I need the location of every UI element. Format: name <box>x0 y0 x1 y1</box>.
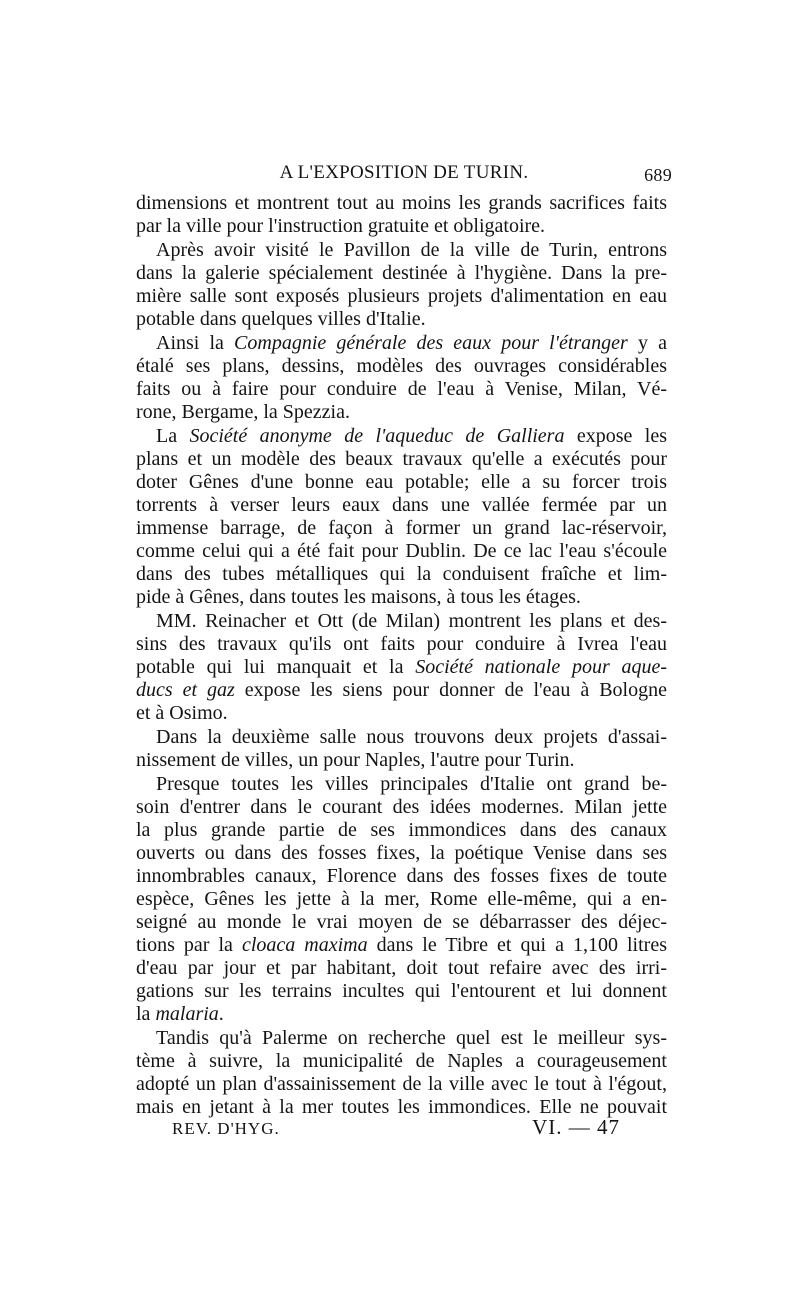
journal-signature: REV. D'HYG. <box>172 1119 280 1138</box>
paragraph <box>136 239 667 331</box>
text-line: tème à suivre, la municipalité de Naples a courageusement <box>136 1050 667 1072</box>
text-line: potable qui lui manquait et la Société nationale pour aque- <box>136 656 667 678</box>
page-footer <box>172 1117 620 1145</box>
paragraph <box>136 332 667 424</box>
text-line: Ainsi la Compagnie générale des eaux pour l'étranger y a <box>156 332 667 354</box>
text-line: ouverts ou dans des fosses fixes, la poétique Venise dans ses <box>136 842 667 864</box>
text-line: étalé ses plans, dessins, modèles des ouvrages considérables <box>136 355 667 377</box>
text-line: rone, Bergame, la Spezzia. <box>136 401 350 423</box>
paragraph <box>136 1027 667 1119</box>
text-line: nissement de villes, un pour Naples, l'autre pour Turin. <box>136 749 575 771</box>
text-line: dimensions et montrent tout au moins les grands sacrifices faits <box>136 192 667 214</box>
paragraph <box>136 192 667 238</box>
text-line: soin d'entrer dans le courant des idées modernes. Milan jette <box>136 796 667 818</box>
text-line: MM. Reinacher et Ott (de Milan) montrent les plans et des- <box>156 610 667 632</box>
text-line: comme celui qui a été fait pour Dublin. De ce lac l'eau s'écoule <box>136 540 667 562</box>
text-line: potable dans quelques villes d'Italie. <box>136 308 426 330</box>
text-line: doter Gênes d'une bonne eau potable; elle a su forcer trois <box>136 471 667 493</box>
text-line: faits ou à faire pour conduire de l'eau à Venise, Milan, Vé- <box>136 378 667 400</box>
italic-title: Compagnie générale des eaux pour l'étranger <box>234 332 628 354</box>
text-line: Presque toutes les villes principales d'Italie ont grand be- <box>156 773 667 795</box>
text-line: mais en jetant à la mer toutes les immondices. Elle ne pouvait <box>136 1096 667 1118</box>
italic-title: cloaca maxima <box>241 934 368 956</box>
text-line: ducs et gaz expose les siens pour donner de l'eau à Bologne <box>136 679 667 701</box>
text-line: la malaria. <box>136 1003 224 1025</box>
italic-title: Société anonyme de l'aqueduc de Galliera <box>189 425 565 447</box>
text-line: tions par la cloaca maxima dans le Tibre et qui a 1,100 litres <box>136 934 667 956</box>
text-line: et à Osimo. <box>136 702 228 724</box>
text-line: innombrables canaux, Florence dans des fosses fixes de toute <box>136 865 667 887</box>
text-line: Dans la deuxième salle nous trouvons deux projets d'assai- <box>156 726 667 748</box>
body-text <box>136 192 667 1119</box>
text-line: seigné au monde le vrai moyen de se débarrasser des déjec- <box>136 911 667 933</box>
text-line: pide à Gênes, dans toutes les maisons, à tous les étages. <box>136 586 581 608</box>
italic-title: malaria <box>155 1003 219 1025</box>
text-line: immense barrage, de façon à former un grand lac-réservoir, <box>136 517 667 539</box>
page-header <box>136 162 672 192</box>
volume-signature: VI. — 47 <box>532 1115 620 1139</box>
text-line: dans des tubes métalliques qui la conduisent fraîche et lim- <box>136 563 667 585</box>
text-line: sins des travaux qu'ils ont faits pour conduire à Ivrea l'eau <box>136 633 667 655</box>
text-line: adopté un plan d'assainissement de la ville avec le tout à l'égout, <box>136 1073 667 1095</box>
text-line: plans et un modèle des beaux travaux qu'elle a exécutés pour <box>136 448 667 470</box>
text-line: Après avoir visité le Pavillon de la ville de Turin, entrons <box>156 239 667 261</box>
text-line: dans la galerie spécialement destinée à l'hygiène. Dans la pre- <box>136 262 667 284</box>
text-line: la plus grande partie de ses immondices dans des canaux <box>136 819 667 841</box>
text-line: La Société anonyme de l'aqueduc de Galliera expose les <box>156 425 667 447</box>
text-line: espèce, Gênes les jette à la mer, Rome elle-même, qui a en- <box>136 888 667 910</box>
italic-title: ducs et gaz <box>136 679 235 701</box>
page-number: 689 <box>644 165 672 185</box>
text-line: par la ville pour l'instruction gratuite et obligatoire. <box>136 215 546 237</box>
text-line: d'eau par jour et par habitant, doit tout refaire avec des irri- <box>136 957 667 979</box>
italic-title: Société nationale pour aque- <box>415 656 667 678</box>
paragraph <box>136 610 667 725</box>
running-title: A L'EXPOSITION DE TURIN. <box>279 162 529 183</box>
paragraph <box>136 773 667 1026</box>
text-line: mière salle sont exposés plusieurs projets d'alimentation en eau <box>136 285 667 307</box>
text-line: gations sur les terrains incultes qui l'entourent et lui donnent <box>136 980 667 1002</box>
paragraph <box>136 726 667 772</box>
text-line: torrents à verser leurs eaux dans une vallée fermée par un <box>136 494 667 516</box>
text-line: Tandis qu'à Palerme on recherche quel est le meilleur sys- <box>156 1027 667 1049</box>
paragraph <box>136 425 667 609</box>
